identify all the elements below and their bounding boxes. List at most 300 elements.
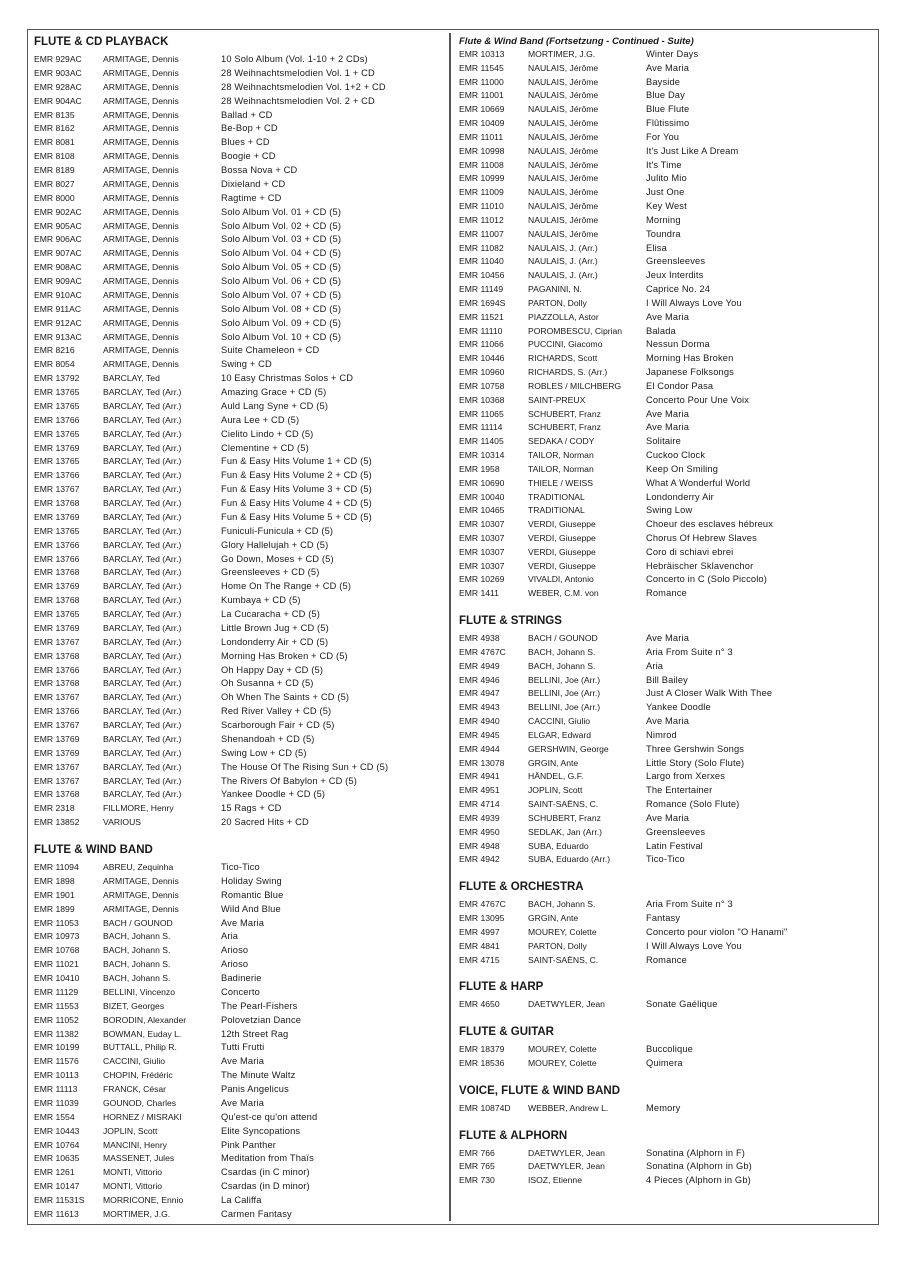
catalog-row — [34, 178, 442, 192]
piece-title: La Califfa — [221, 1195, 262, 1205]
composer: BACH / GOUNOD — [103, 917, 173, 928]
catalog-row — [34, 1083, 442, 1097]
composer: SUBA, Eduardo — [528, 840, 589, 851]
catalog-row — [34, 761, 442, 775]
composer: ARMITAGE, Dennis — [103, 109, 179, 120]
piece-title: Solo Album Vol. 05 + CD (5) — [221, 262, 342, 273]
catalog-number: EMR 10960 — [459, 367, 505, 378]
piece-title: Concerto pour violon "O Hanami" — [646, 926, 788, 937]
catalog-row — [459, 352, 871, 366]
catalog-number: EMR 766 — [459, 1147, 495, 1158]
piece-title: The Minute Waltz — [221, 1070, 296, 1081]
piece-title: Solo Album Vol. 08 + CD (5) — [221, 303, 342, 314]
composer: NAULAIS, Jérôme — [528, 228, 599, 239]
catalog-row — [459, 546, 871, 560]
composer: BARCLAY, Ted (Arr.) — [103, 678, 182, 689]
catalog-number: EMR 11000 — [459, 76, 504, 87]
composer: PAGANINI, N. — [528, 284, 582, 295]
composer: BACH, Johann S. — [103, 945, 171, 956]
piece-title: Fun & Easy Hits Volume 2 + CD (5) — [221, 470, 372, 481]
composer: MOUREY, Colette — [528, 1044, 597, 1055]
catalog-row — [459, 76, 871, 90]
composer: JOPLIN, Scott — [103, 1125, 158, 1136]
composer: ROBLES / MILCHBERG — [528, 380, 622, 391]
piece-title: 15 Rags + CD — [221, 803, 282, 814]
composer: MOUREY, Colette — [528, 926, 597, 937]
piece-title: Oh Susanna + CD (5) — [221, 678, 314, 689]
composer: ARMITAGE, Dennis — [103, 331, 179, 342]
catalog-number: EMR 906AC — [34, 234, 82, 245]
catalog-number: EMR 11521 — [459, 311, 504, 322]
catalog-row — [459, 380, 871, 394]
catalog-number: EMR 10973 — [34, 931, 80, 942]
composer: BARCLAY, Ted (Arr.) — [103, 456, 182, 467]
composer: BARCLAY, Ted (Arr.) — [103, 525, 182, 536]
piece-title: Sonatina (Alphorn in F) — [646, 1147, 746, 1158]
catalog-row — [34, 705, 442, 719]
catalog-number: EMR 4947 — [459, 688, 500, 699]
piece-title: Auld Lang Syne + CD (5) — [221, 400, 329, 411]
composer: ARMITAGE, Dennis — [103, 889, 179, 900]
catalog-row — [34, 775, 442, 789]
composer: ARMITAGE, Dennis — [103, 81, 179, 92]
catalog-row — [459, 998, 871, 1012]
composer: CACCINI, Giulio — [103, 1056, 166, 1067]
piece-title: Clementine + CD (5) — [221, 442, 309, 453]
piece-title: Pink Panther — [221, 1139, 277, 1150]
composer: ARMITAGE, Dennis — [103, 303, 179, 314]
catalog-number: EMR 11040 — [459, 256, 504, 267]
piece-title: Memory — [646, 1102, 681, 1113]
catalog-row — [34, 442, 442, 456]
catalog-row — [34, 53, 442, 67]
piece-title: Solo Album Vol. 03 + CD (5) — [221, 234, 342, 245]
piece-title: Aria From Suite n° 3 — [646, 899, 733, 910]
composer: NAULAIS, Jérôme — [528, 76, 599, 87]
piece-title: Bossa Nova + CD — [221, 165, 298, 175]
composer: ARMITAGE, Dennis — [103, 206, 179, 217]
catalog-number: EMR 4650 — [459, 999, 500, 1010]
catalog-row — [459, 477, 871, 491]
piece-title: Julito Mio — [646, 173, 687, 184]
catalog-number: EMR 8054 — [34, 359, 75, 370]
catalog-row — [34, 81, 442, 95]
composer: BACH, Johann S. — [528, 646, 596, 657]
piece-title: Wild And Blue — [221, 903, 281, 914]
composer: ELGAR, Edward — [528, 729, 592, 740]
catalog-row — [459, 587, 871, 601]
catalog-number: EMR 13765 — [34, 387, 80, 397]
composer: VERDI, Giuseppe — [528, 519, 596, 530]
piece-title: Ave Maria — [646, 311, 690, 322]
piece-title: It's Time — [646, 159, 682, 170]
piece-title: Ave Maria — [646, 408, 690, 419]
catalog-row — [34, 511, 442, 525]
composer: MORTIMER, J.G. — [103, 1208, 171, 1219]
catalog-row — [34, 1139, 442, 1153]
piece-title: Scarborough Fair + CD (5) — [221, 720, 335, 730]
catalog-row — [459, 200, 871, 214]
composer: BIZET, Georges — [103, 1000, 165, 1011]
piece-title: Key West — [646, 201, 687, 212]
catalog-row — [34, 802, 442, 816]
catalog-number: EMR 10113 — [34, 1070, 79, 1081]
catalog-number: EMR 13767 — [34, 775, 80, 786]
piece-title: El Condor Pasa — [646, 380, 714, 391]
catalog-row — [459, 504, 871, 518]
piece-title: Just One — [646, 187, 685, 198]
piece-title: It's Just Like A Dream — [646, 145, 739, 156]
composer: ARMITAGE, Dennis — [103, 220, 179, 231]
catalog-number: EMR 10465 — [459, 505, 505, 516]
composer: NAULAIS, Jérôme — [528, 201, 599, 212]
catalog-row — [34, 317, 442, 331]
catalog-number: EMR 10314 — [459, 450, 505, 461]
catalog-row — [34, 1041, 442, 1055]
left-column — [34, 35, 442, 1222]
composer: NAULAIS, Jérôme — [528, 62, 599, 73]
catalog-row — [459, 898, 871, 912]
catalog-row — [459, 573, 871, 587]
catalog-number: EMR 13768 — [34, 498, 80, 508]
composer: BACH, Johann S. — [103, 959, 171, 970]
composer: SCHUBERT, Franz — [528, 422, 601, 433]
piece-title: Fun & Easy Hits Volume 1 + CD (5) — [221, 456, 372, 467]
piece-title: Greensleeves + CD (5) — [221, 567, 320, 578]
composer: VERDI, Giuseppe — [528, 532, 596, 543]
catalog-number: EMR 4767C — [459, 646, 506, 657]
catalog-row — [34, 608, 442, 622]
composer: BORODIN, Alexander — [103, 1014, 187, 1025]
catalog-number: EMR 4841 — [459, 940, 500, 951]
piece-title: Suite Chameleon + CD — [221, 345, 320, 356]
section-title: VOICE, FLUTE & WIND BAND — [459, 1084, 620, 1097]
composer: ARMITAGE, Dennis — [103, 276, 179, 286]
piece-title: Ave Maria — [646, 62, 690, 73]
catalog-row — [459, 1174, 871, 1188]
catalog-row — [34, 289, 442, 303]
composer: PARTON, Dolly — [528, 940, 587, 951]
catalog-row — [459, 159, 871, 173]
composer: ARMITAGE, Dennis — [103, 137, 179, 148]
catalog-row — [34, 539, 442, 553]
piece-title: Aura Lee + CD (5) — [221, 414, 300, 425]
catalog-row — [459, 283, 871, 297]
catalog-number: EMR 903AC — [34, 67, 82, 78]
section-title: Flute & Wind Band (Fortsetzung - Continued - Suite) — [459, 36, 694, 47]
catalog-row — [34, 1152, 442, 1166]
catalog-row — [459, 228, 871, 242]
catalog-row — [34, 122, 442, 136]
piece-title: 10 Solo Album (Vol. 1-10 + 2 CDs) — [221, 54, 368, 64]
catalog-row — [459, 532, 871, 546]
piece-title: Concerto — [221, 986, 260, 997]
composer: ARMITAGE, Dennis — [103, 95, 179, 106]
catalog-row — [459, 729, 871, 743]
catalog-row — [34, 344, 442, 358]
piece-title: Keep On Smiling — [646, 463, 719, 474]
piece-title: Fun & Easy Hits Volume 4 + CD (5) — [221, 498, 372, 508]
composer: MONTI, Vittorio — [103, 1181, 163, 1192]
piece-title: Holiday Swing — [221, 875, 282, 886]
catalog-number: EMR 4714 — [459, 799, 500, 810]
piece-title: 28 Weihnachtsmelodien Vol. 1+2 + CD — [221, 81, 386, 92]
catalog-row — [34, 428, 442, 442]
piece-title: Swing + CD — [221, 359, 272, 370]
catalog-number: EMR 10368 — [459, 394, 505, 405]
catalog-number: EMR 13768 — [34, 650, 80, 661]
catalog-number: EMR 8216 — [34, 345, 75, 356]
composer: ARMITAGE, Dennis — [103, 289, 179, 300]
catalog-row — [34, 261, 442, 275]
piece-title: Flûtissimo — [646, 118, 690, 129]
catalog-row — [459, 338, 871, 352]
piece-title: Ballad + CD — [221, 109, 273, 120]
catalog-row — [34, 553, 442, 567]
catalog-number: EMR 10307 — [459, 546, 505, 557]
catalog-row — [34, 331, 442, 345]
composer: TAILOR, Norman — [528, 450, 594, 461]
piece-title: Nessun Dorma — [646, 339, 710, 350]
piece-title: Panis Angelicus — [221, 1084, 289, 1094]
piece-title: Shenandoah + CD (5) — [221, 733, 315, 744]
catalog-number: EMR 8162 — [34, 123, 75, 134]
catalog-row — [34, 622, 442, 636]
catalog-number: EMR 11008 — [459, 159, 504, 170]
catalog-number: EMR 8027 — [34, 178, 75, 189]
composer: ABREU, Zequinha — [103, 862, 174, 872]
composer: BOWMAN, Euday L. — [103, 1028, 182, 1039]
piece-title: Polovetzian Dance — [221, 1014, 302, 1025]
piece-title: Tutti Frutti — [221, 1042, 265, 1053]
piece-title: La Cucaracha + CD (5) — [221, 609, 321, 619]
composer: ARMITAGE, Dennis — [103, 248, 179, 259]
piece-title: Solo Album Vol. 07 + CD (5) — [221, 289, 342, 300]
catalog-number: EMR 13768 — [34, 567, 80, 578]
catalog-number: EMR 4951 — [459, 785, 500, 796]
catalog-row — [459, 297, 871, 311]
piece-title: Little Story (Solo Flute) — [646, 757, 745, 768]
catalog-number: EMR 911AC — [34, 303, 82, 314]
piece-title: Go Down, Moses + CD (5) — [221, 553, 334, 564]
catalog-number: EMR 10443 — [34, 1125, 80, 1136]
composer: BARCLAY, Ted (Arr.) — [103, 387, 182, 397]
composer: BARCLAY, Ted (Arr.) — [103, 720, 182, 730]
catalog-row — [34, 650, 442, 664]
catalog-row — [34, 1111, 442, 1125]
composer: GRGIN, Ante — [528, 757, 579, 768]
right-column — [459, 35, 871, 1188]
piece-title: Latin Festival — [646, 840, 703, 851]
piece-title: Blue Flute — [646, 104, 690, 115]
composer: SEDAKA / CODY — [528, 436, 595, 447]
composer: BARCLAY, Ted (Arr.) — [103, 733, 182, 744]
catalog-number: EMR 10040 — [459, 491, 505, 502]
catalog-row — [34, 483, 442, 497]
catalog-row — [459, 394, 871, 408]
piece-title: Bill Bailey — [646, 674, 688, 685]
composer: MOUREY, Colette — [528, 1058, 597, 1068]
catalog-row — [34, 525, 442, 539]
catalog-number: EMR 4941 — [459, 771, 500, 782]
catalog-number: EMR 13792 — [34, 373, 80, 384]
composer: DAETWYLER, Jean — [528, 999, 605, 1010]
catalog-row — [34, 986, 442, 1000]
composer: ARMITAGE, Dennis — [103, 345, 179, 356]
piece-title: Fun & Easy Hits Volume 5 + CD (5) — [221, 511, 372, 522]
catalog-number: EMR 907AC — [34, 248, 82, 259]
catalog-number: EMR 1261 — [34, 1167, 75, 1178]
catalog-number: EMR 18379 — [459, 1044, 505, 1055]
catalog-row — [34, 1055, 442, 1069]
catalog-row — [34, 889, 442, 903]
composer: SAINT-SAËNS, C. — [528, 799, 599, 810]
piece-title: Concerto in C (Solo Piccolo) — [646, 574, 767, 585]
piece-title: Japanese Folksongs — [646, 367, 734, 378]
catalog-row — [34, 192, 442, 206]
piece-title: Tico-Tico — [221, 862, 260, 872]
catalog-row — [34, 903, 442, 917]
catalog-number: EMR 910AC — [34, 289, 82, 300]
catalog-number: EMR 1898 — [34, 875, 75, 886]
catalog-row — [459, 784, 871, 798]
piece-title: Romance — [646, 588, 687, 599]
catalog-row — [34, 414, 442, 428]
catalog-row — [459, 186, 871, 200]
catalog-row — [34, 719, 442, 733]
piece-title: Jeux Interdits — [646, 270, 704, 281]
catalog-row — [34, 944, 442, 958]
section-title: FLUTE & WIND BAND — [34, 844, 153, 856]
catalog-number: EMR 912AC — [34, 317, 82, 328]
catalog-row — [459, 701, 871, 715]
catalog-row — [34, 455, 442, 469]
catalog-row — [34, 220, 442, 234]
catalog-row — [34, 150, 442, 164]
piece-title: Yankee Doodle — [646, 702, 711, 713]
catalog-row — [459, 743, 871, 757]
piece-title: Ave Maria — [221, 1097, 265, 1108]
composer: ARMITAGE, Dennis — [103, 359, 179, 370]
piece-title: Solo Album Vol. 04 + CD (5) — [221, 248, 342, 259]
catalog-number: EMR 10758 — [459, 380, 505, 391]
composer: BELLINI, Vincenzo — [103, 986, 175, 997]
composer: BARCLAY, Ted (Arr.) — [103, 553, 182, 564]
piece-title: Sonatina (Alphorn in Gb) — [646, 1161, 752, 1172]
catalog-row — [34, 580, 442, 594]
piece-title: Csardas (in C minor) — [221, 1167, 310, 1178]
piece-title: Ave Maria — [221, 917, 265, 928]
catalog-row — [34, 1194, 442, 1208]
catalog-number: EMR 908AC — [34, 262, 82, 273]
catalog-row — [459, 632, 871, 646]
catalog-row — [459, 560, 871, 574]
catalog-number: EMR 13769 — [34, 733, 80, 744]
piece-title: Cuckoo Clock — [646, 450, 706, 461]
catalog-number: EMR 13769 — [34, 622, 80, 633]
piece-title: Blues + CD — [221, 137, 270, 148]
catalog-row — [34, 691, 442, 705]
catalog-number: EMR 10768 — [34, 945, 80, 956]
catalog-row — [459, 172, 871, 186]
piece-title: 20 Sacred Hits + CD — [221, 817, 309, 828]
catalog-row — [34, 677, 442, 691]
catalog-number: EMR 8189 — [34, 165, 75, 175]
catalog-row — [459, 1147, 871, 1161]
catalog-number: EMR 13767 — [34, 484, 80, 495]
catalog-number: EMR 8081 — [34, 137, 75, 148]
catalog-row — [459, 674, 871, 688]
catalog-row — [34, 109, 442, 123]
catalog-row — [34, 1166, 442, 1180]
section-title: FLUTE & ALPHORN — [459, 1129, 568, 1142]
catalog-number: EMR 13767 — [34, 761, 80, 772]
catalog-number: EMR 13765 — [34, 428, 80, 439]
catalog-number: EMR 904AC — [34, 95, 82, 106]
piece-title: Meditation from Thaïs — [221, 1153, 314, 1164]
catalog-row — [459, 103, 871, 117]
composer: POROMBESCU, Ciprian — [528, 325, 623, 336]
section-flute-wind-band-fortsetzung-continued-su — [459, 35, 871, 601]
catalog-number: EMR 11613 — [34, 1208, 79, 1219]
catalog-row — [34, 594, 442, 608]
catalog-number: EMR 13766 — [34, 553, 80, 564]
composer: TRADITIONAL — [528, 505, 585, 516]
catalog-number: EMR 11113 — [34, 1084, 78, 1094]
catalog-number: EMR 13768 — [34, 595, 80, 606]
piece-title: Bayside — [646, 76, 681, 87]
piece-title: Oh Happy Day + CD (5) — [221, 664, 324, 675]
piece-title: Aria — [221, 931, 239, 942]
catalog-row — [34, 861, 442, 875]
composer: BARCLAY, Ted (Arr.) — [103, 498, 182, 508]
section-voice-flute-wind-band — [459, 1084, 871, 1116]
composer: NAULAIS, Jérôme — [528, 118, 599, 129]
catalog-number: EMR 13766 — [34, 664, 80, 675]
piece-title: Concerto Pour Une Voix — [646, 394, 750, 405]
catalog-row — [459, 491, 871, 505]
composer: PUCCINI, Giacomo — [528, 339, 603, 350]
piece-title: Romantic Blue — [221, 889, 284, 900]
piece-title: Carmen Fantasy — [221, 1208, 292, 1219]
composer: ARMITAGE, Dennis — [103, 151, 179, 162]
piece-title: Arioso — [221, 959, 249, 970]
piece-title: What A Wonderful World — [646, 477, 751, 488]
catalog-row — [34, 67, 442, 81]
piece-title: Solo Album Vol. 02 + CD (5) — [221, 220, 342, 231]
piece-title: Ave Maria — [646, 422, 690, 433]
column-divider — [449, 33, 451, 1221]
catalog-number: EMR 11012 — [459, 214, 504, 225]
catalog-number: EMR 11009 — [459, 187, 504, 198]
catalog-number: EMR 4950 — [459, 826, 500, 837]
composer: SAINT-SAËNS, C. — [528, 954, 599, 965]
catalog-number: EMR 8135 — [34, 109, 75, 120]
piece-title: Be-Bop + CD — [221, 123, 278, 134]
composer: BARCLAY, Ted — [103, 373, 160, 384]
composer: BARCLAY, Ted (Arr.) — [103, 664, 182, 675]
composer: ARMITAGE, Dennis — [103, 123, 179, 134]
catalog-number: EMR 11007 — [459, 228, 504, 239]
composer: SUBA, Eduardo (Arr.) — [528, 854, 611, 865]
composer: HÄNDEL, G.F. — [528, 771, 584, 782]
piece-title: Romance — [646, 954, 687, 965]
catalog-row — [459, 770, 871, 784]
composer: DAETWYLER, Jean — [528, 1147, 605, 1158]
catalog-number: EMR 11114 — [459, 422, 503, 433]
piece-title: 12th Street Rag — [221, 1028, 289, 1039]
piece-title: Fantasy — [646, 913, 681, 924]
